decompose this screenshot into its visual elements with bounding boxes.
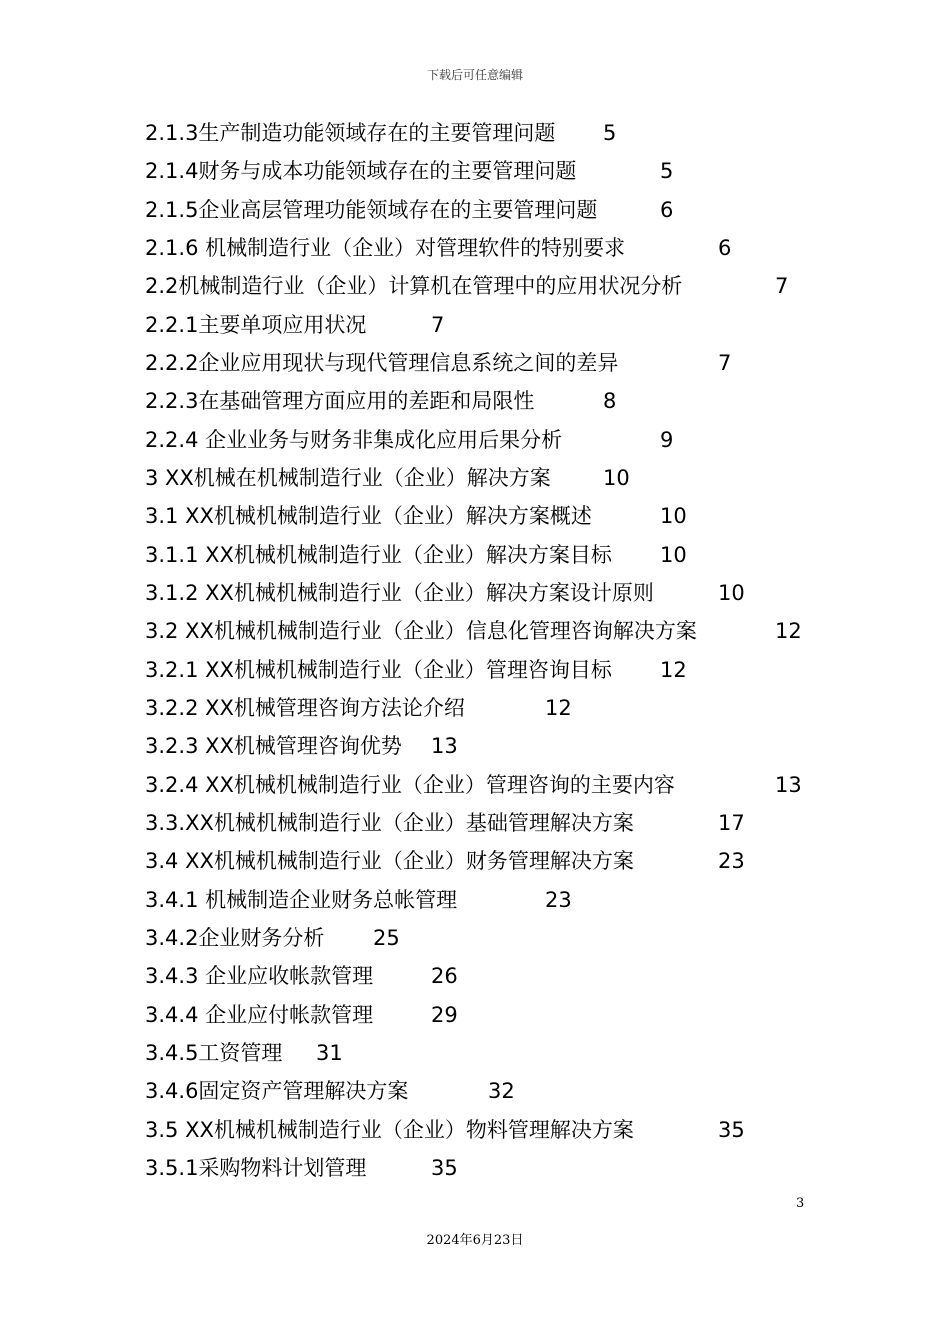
footer-date: 2024年6月23日 — [426, 1233, 524, 1248]
toc-entry-page: 12 — [545, 696, 572, 720]
toc-entry-page: 10 — [660, 543, 687, 567]
toc-entry-title: 3.1 XX机械机械制造行业（企业）解决方案概述 — [145, 504, 592, 528]
toc-entry-title: 3.4.5工资管理 — [145, 1041, 283, 1065]
page-header: 下载后可任意编辑 — [426, 68, 523, 82]
toc-entry-title: 3.4 XX机械机械制造行业（企业）财务管理解决方案 — [145, 849, 634, 873]
toc-entry-title: 2.2.2企业应用现状与现代管理信息系统之间的差异 — [145, 351, 619, 375]
toc-entry-title: 3.2.4 XX机械机械制造行业（企业）管理咨询的主要内容 — [145, 773, 675, 797]
toc-entry-page: 23 — [545, 888, 572, 912]
toc-entry-page: 26 — [431, 964, 458, 988]
toc-entry-title: 3.5.1采购物料计划管理 — [145, 1156, 367, 1180]
toc-entry-page: 31 — [316, 1041, 343, 1065]
toc-entry-page: 23 — [718, 849, 745, 873]
toc-entry-title: 3.4.2企业财务分析 — [145, 926, 325, 950]
toc-entry-title: 2.1.4财务与成本功能领域存在的主要管理问题 — [145, 159, 577, 183]
toc-entry-title: 3 XX机械在机械制造行业（企业）解决方案 — [145, 466, 551, 490]
toc-entry-page: 7 — [775, 274, 789, 298]
toc-entry-title: 2.1.6 机械制造行业（企业）对管理软件的特别要求 — [145, 236, 626, 260]
toc-entry-page: 5 — [660, 159, 674, 183]
toc-entry-title: 2.2.3在基础管理方面应用的差距和局限性 — [145, 389, 535, 413]
toc-entry-title: 3.5 XX机械机械制造行业（企业）物料管理解决方案 — [145, 1118, 634, 1142]
table-of-contents — [0, 114, 950, 1194]
toc-entry-page: 13 — [775, 773, 802, 797]
toc-entry-page: 10 — [718, 581, 745, 605]
toc-entry-title: 2.1.3生产制造功能领域存在的主要管理问题 — [145, 121, 556, 145]
toc-entry-page: 6 — [660, 198, 674, 222]
toc-entry-title: 3.4.4 企业应付帐款管理 — [145, 1003, 374, 1027]
toc-entry-page: 7 — [431, 313, 445, 337]
toc-entry-page: 7 — [718, 351, 732, 375]
toc-entry-title: 3.4.3 企业应收帐款管理 — [145, 964, 374, 988]
toc-entry-title: 2.1.5企业高层管理功能领域存在的主要管理问题 — [145, 198, 598, 222]
toc-entry-page: 17 — [718, 811, 745, 835]
toc-entry-page: 8 — [603, 389, 617, 413]
toc-entry-title: 3.2.2 XX机械管理咨询方法论介绍 — [145, 696, 465, 720]
toc-entry-title: 2.2.4 企业业务与财务非集成化应用后果分析 — [145, 428, 563, 452]
toc-entry-page: 6 — [718, 236, 732, 260]
page-number: 3 — [796, 1196, 805, 1211]
toc-entry-title: 3.1.1 XX机械机械制造行业（企业）解决方案目标 — [145, 543, 612, 567]
toc-entry-page: 29 — [431, 1003, 458, 1027]
toc-entry-title: 3.1.2 XX机械机械制造行业（企业）解决方案设计原则 — [145, 581, 654, 605]
toc-entry-title: 3.2.3 XX机械管理咨询优势 — [145, 734, 402, 758]
toc-entry-page: 10 — [603, 466, 630, 490]
toc-entry-page: 12 — [775, 619, 802, 643]
toc-entry-page: 13 — [431, 734, 458, 758]
toc-entry-page: 5 — [603, 121, 617, 145]
toc-entry-title: 3.4.1 机械制造企业财务总帐管理 — [145, 888, 458, 912]
toc-entry-title: 3.2.1 XX机械机械制造行业（企业）管理咨询目标 — [145, 658, 612, 682]
toc-entry-title: 3.4.6固定资产管理解决方案 — [145, 1079, 409, 1103]
toc-entry-page: 25 — [373, 926, 400, 950]
toc-entry-page: 32 — [488, 1079, 515, 1103]
toc-entry-page: 9 — [660, 428, 674, 452]
toc-entry-page: 12 — [660, 658, 687, 682]
toc-entry-title: 2.2机械制造行业（企业）计算机在管理中的应用状况分析 — [145, 274, 683, 298]
toc-entry-page: 35 — [431, 1156, 458, 1180]
toc-entry-title: 3.2 XX机械机械制造行业（企业）信息化管理咨询解决方案 — [145, 619, 697, 643]
toc-entry-page: 35 — [718, 1118, 745, 1142]
toc-entry-title: 3.3.XX机械机械制造行业（企业）基础管理解决方案 — [145, 811, 634, 835]
toc-entry-title: 2.2.1主要单项应用状况 — [145, 313, 367, 337]
toc-entry-page: 10 — [660, 504, 687, 528]
